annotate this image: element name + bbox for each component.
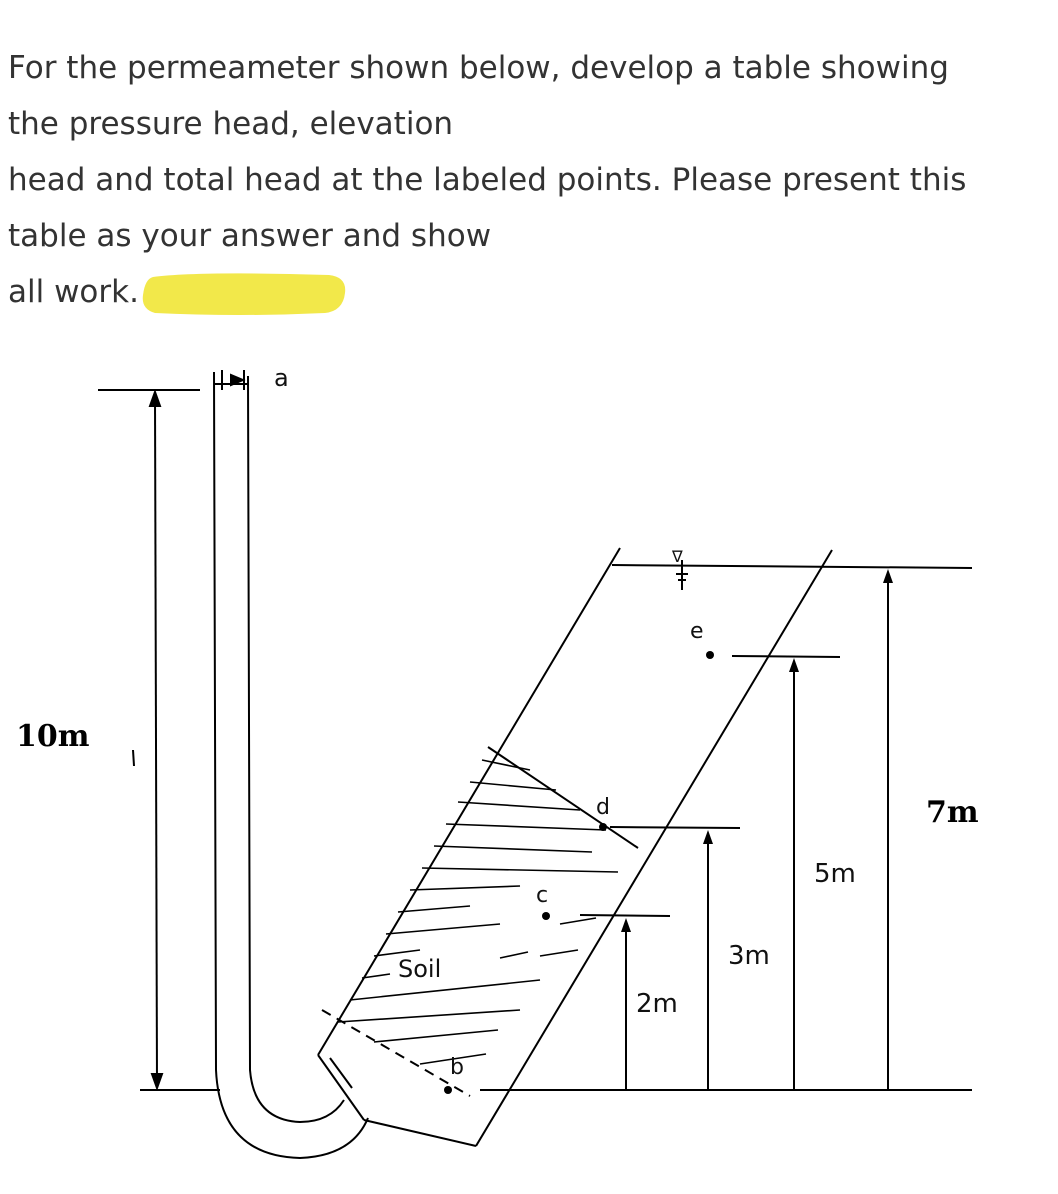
water-table-symbol: ∇ — [672, 547, 683, 566]
dim-2m-arrow — [621, 918, 631, 932]
point-b-dot — [444, 1086, 452, 1094]
soil-label: Soil — [398, 955, 442, 983]
dim-3m-arrow — [703, 830, 713, 844]
column-bottom-left-edge — [318, 1055, 364, 1120]
standpipe-outer — [214, 372, 368, 1158]
point-e-dot — [706, 651, 714, 659]
soil-hatch-6 — [422, 868, 618, 872]
question-line-1: For the permeameter shown below, develop a table showing — [8, 50, 949, 86]
soil-hatch-7 — [410, 886, 520, 890]
soil-hatch-16 — [560, 918, 596, 924]
point-c-dot — [542, 912, 550, 920]
soil-top-boundary — [488, 747, 638, 848]
soil-hatch-5 — [434, 846, 592, 852]
dim-10m-arrow-top — [150, 392, 160, 406]
dim-5m-arrow — [789, 658, 799, 672]
dim-label-2m: 2m — [636, 989, 678, 1019]
soil-hatch-18 — [500, 952, 528, 958]
ref-line-d — [610, 827, 740, 828]
column-right-wall — [476, 550, 832, 1146]
dim-label-3m: 3m — [728, 941, 770, 971]
dim-label-5m: 5m — [814, 859, 856, 889]
question-line-4: table as your answer and show — [8, 218, 492, 254]
yellow-highlight-mark — [139, 269, 349, 319]
dim-10m-arrow-bottom — [152, 1074, 162, 1088]
dim-label-10m: 10m — [16, 719, 90, 754]
question-line-5: all work. — [8, 274, 139, 310]
question-line-5-wrap — [8, 264, 1048, 320]
point-label-b: b — [450, 1055, 464, 1080]
soil-hatch-4 — [446, 824, 606, 830]
soil-hatch-3 — [458, 802, 580, 810]
standpipe-inner — [248, 376, 344, 1122]
point-label-e: e — [690, 619, 704, 644]
point-label-a: a — [274, 364, 289, 392]
point-label-d: d — [596, 795, 610, 820]
soil-hatch-9 — [386, 924, 500, 934]
point-d-dot — [599, 823, 607, 831]
ref-line-e — [732, 656, 840, 657]
soil-hatch-13 — [338, 1010, 520, 1022]
water-surface-line — [612, 565, 972, 568]
dim-label-7m: 7m — [926, 795, 979, 830]
soil-hatch-14 — [374, 1030, 498, 1042]
problem-statement — [8, 40, 1048, 320]
dim-10m-line — [155, 398, 157, 1086]
point-label-c: c — [536, 883, 549, 908]
soil-bottom-boundary — [322, 1010, 470, 1096]
question-line-2: the pressure head, elevation — [8, 106, 454, 142]
column-bottom-edge — [364, 1120, 476, 1146]
soil-hatch-8 — [398, 906, 470, 912]
dim-10m-tick — [133, 750, 134, 766]
dim-7m-arrow — [883, 569, 893, 583]
soil-hatch-12 — [350, 980, 540, 1000]
soil-hatch-17 — [540, 950, 578, 956]
column-inflow-top-edge — [330, 1058, 352, 1088]
question-line-3: head and total head at the labeled points. Please present this — [8, 162, 967, 198]
ref-line-c — [580, 915, 670, 916]
permeameter-diagram — [0, 340, 1058, 1194]
